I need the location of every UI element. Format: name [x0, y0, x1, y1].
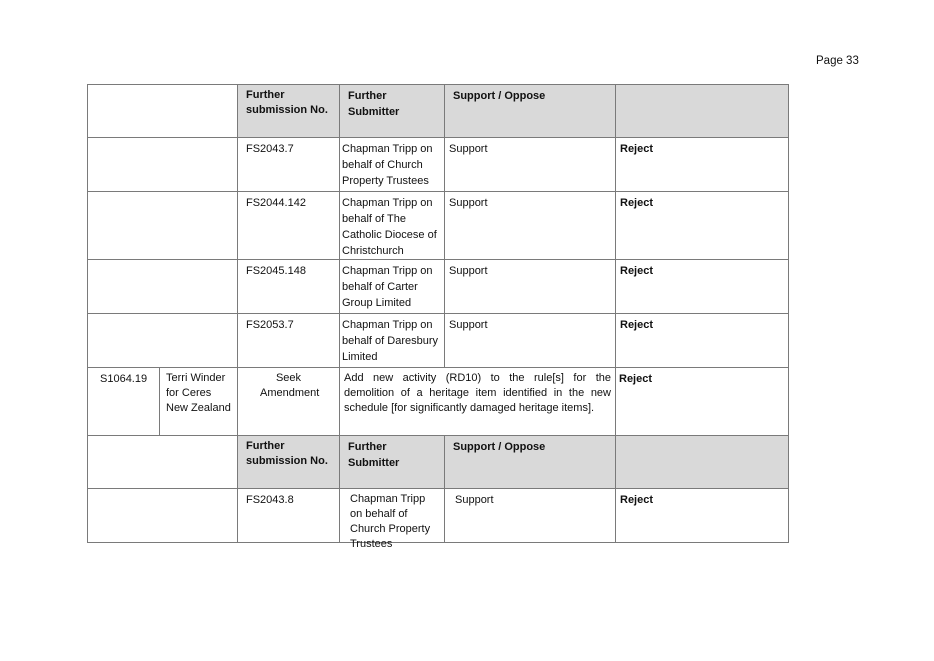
further-submission-no: FS2044.142 [237, 191, 340, 260]
support-oppose: Support [444, 488, 616, 543]
table-header-row [87, 435, 789, 489]
decision: Reject [615, 488, 789, 543]
submitter-name: Terri Winder for Ceres New Zealand [159, 367, 238, 436]
decision: Reject [615, 137, 789, 192]
submission-row [87, 367, 789, 436]
header-decision-cell [615, 435, 789, 489]
further-submission-no: FS2045.148 [237, 259, 340, 314]
header-further-submitter: Further Submitter [339, 435, 445, 489]
further-submitter: Chapman Tripp on behalf of Church Property Trustees [339, 137, 445, 192]
header-further-submitter: Further Submitter [339, 84, 445, 138]
support-oppose: Support [444, 137, 616, 192]
further-submitter: Chapman Tripp on behalf of Church Property Trustees [339, 488, 445, 543]
support-oppose: Support [444, 313, 616, 368]
spacer-cell [87, 191, 238, 260]
decision: Reject [615, 259, 789, 314]
table-header-row [87, 84, 789, 138]
header-decision-cell [615, 84, 789, 138]
further-submission-no: FS2053.7 [237, 313, 340, 368]
further-submitter: Chapman Tripp on behalf of Carter Group Limited [339, 259, 445, 314]
header-support-oppose: Support / Oppose [444, 84, 616, 138]
table-row [87, 191, 789, 260]
support-oppose: Support [444, 259, 616, 314]
further-submitter: Chapman Tripp on behalf of Daresbury Limited [339, 313, 445, 368]
decision: Reject [615, 191, 789, 260]
header-support-oppose: Support / Oppose [444, 435, 616, 489]
spacer-cell [87, 488, 238, 543]
spacer-cell [87, 313, 238, 368]
spacer-cell [87, 137, 238, 192]
submission-position: Seek Amendment [237, 367, 340, 436]
submission-no: S1064.19 [87, 367, 160, 436]
support-oppose: Support [444, 191, 616, 260]
page-number: Page 33 [816, 55, 859, 67]
further-submitter: Chapman Tripp on behalf of The Catholic Diocese of Christchurch [339, 191, 445, 260]
spacer-cell [87, 259, 238, 314]
decision: Reject [615, 367, 789, 436]
table-row [87, 259, 789, 314]
header-further-submission-no: Further submission No. [237, 435, 340, 489]
decision: Reject [615, 313, 789, 368]
submission-summary: Add new activity (RD10) to the rule[s] for the demolition of a heritage item identified in the new schedule [for significantly damaged heritage items]. [339, 367, 616, 436]
header-spacer-cell [87, 84, 238, 138]
further-submission-no: FS2043.7 [237, 137, 340, 192]
table-row [87, 137, 789, 192]
header-spacer-cell [87, 435, 238, 489]
table-row [87, 488, 789, 550]
header-further-submission-no: Further submission No. [237, 84, 340, 138]
further-submission-no: FS2043.8 [237, 488, 340, 543]
table-row [87, 313, 789, 368]
